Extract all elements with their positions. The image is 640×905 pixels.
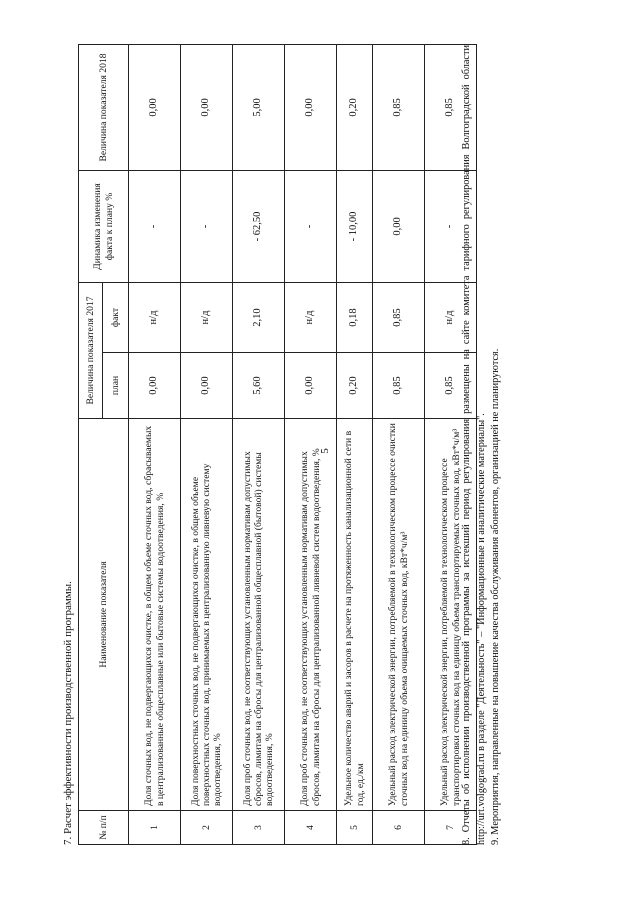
row-fact: 0,85 <box>373 282 425 352</box>
row-index: 6 <box>373 811 425 845</box>
row-name: Доля проб сточных вод, не соответствующих установленным нормативам допустимых сбросов, лимитам на сбросы для централизованной общесплавной (бытовой) системы водоотведения, % <box>233 419 285 811</box>
col-2017-header: Величина показателя 2017 <box>79 282 103 418</box>
row-plan: 0,00 <box>181 353 233 419</box>
row-dynamics: - 62,50 <box>233 170 285 282</box>
col-dynamics-header: Динамика изменения факта к плану % <box>79 170 129 282</box>
row-2018: 0,00 <box>181 44 233 170</box>
row-fact: н/д <box>425 282 477 352</box>
row-name: Доля проб сточных вод, не соответствующих установленным нормативам допустимых сбросов, лимитам на сбросы для централизованной ливневой систем водоотведения, % <box>285 419 337 811</box>
row-plan: 0,00 <box>129 353 181 419</box>
row-name: Удельный расход электрической энергии, потребляемой в технологическом процессе транспортировки сточных вод на единицу объема транспортируемых сточных вод, кВт*ч/м³ <box>425 419 477 811</box>
col-index-header: № п/п <box>79 811 129 845</box>
col-fact-header: факт <box>103 282 129 352</box>
table-row <box>129 44 181 844</box>
table-row <box>337 44 373 844</box>
row-dynamics: - <box>129 170 181 282</box>
row-index: 4 <box>285 811 337 845</box>
row-2018: 0,20 <box>337 44 373 170</box>
col-plan-header: план <box>103 353 129 419</box>
row-name: Удельный расход электрической энергии, потребляемой в технологическом процессе очистки сточных вод на единицу объема очищаемых сточных вод, кВт*ч/м³ <box>373 419 425 811</box>
row-name: Доля сточных вод, не подвергающихся очистке, в общем объеме сточных вод, сбрасываемых в централизованные общесплавные или бытовые системы водоотведения, % <box>129 419 181 811</box>
row-dynamics: 0,00 <box>373 170 425 282</box>
row-plan: 0,85 <box>425 353 477 419</box>
row-plan: 0,85 <box>373 353 425 419</box>
row-dynamics: - 10,00 <box>337 170 373 282</box>
row-index: 2 <box>181 811 233 845</box>
row-2018: 0,85 <box>425 44 477 170</box>
row-dynamics: - <box>181 170 233 282</box>
row-index: 1 <box>129 811 181 845</box>
row-index: 7 <box>425 811 477 845</box>
note-reports: 8. Отчеты об исполнении производственной программы за истекший период регулирования размещены на сайте комитета тарифного регулирования Волгоградской области http://urt.volgograd.ru в разделе "Деятельность" – "Информационные и аналитические материалы". <box>461 45 487 845</box>
note-measures: 9. Мероприятия, направленные на повышение качества обслуживания абонентов, организацией не планируются. <box>490 348 502 845</box>
row-fact: 2,10 <box>233 282 285 352</box>
row-index: 5 <box>337 811 373 845</box>
table-row <box>233 44 285 844</box>
table-row <box>181 44 233 844</box>
row-plan: 5,60 <box>233 353 285 419</box>
row-index: 3 <box>233 811 285 845</box>
row-dynamics: - <box>285 170 337 282</box>
row-2018: 0,00 <box>129 44 181 170</box>
section-heading: 7. Расчет эффективности производственной программы. <box>62 581 74 845</box>
row-2018: 0,85 <box>373 44 425 170</box>
rotated-page-content <box>58 45 538 845</box>
row-2018: 0,00 <box>285 44 337 170</box>
efficiency-table <box>78 44 477 845</box>
row-fact: н/д <box>181 282 233 352</box>
row-fact: 0,18 <box>337 282 373 352</box>
row-2018: 5,00 <box>233 44 285 170</box>
row-fact: н/д <box>285 282 337 352</box>
table-row <box>285 44 337 844</box>
row-plan: 0,00 <box>285 353 337 419</box>
row-dynamics: - <box>425 170 477 282</box>
page-number: 5 <box>319 448 331 454</box>
notes <box>460 45 504 845</box>
table-row <box>373 44 425 844</box>
col-2018-header: Величина показателя 2018 <box>79 44 129 170</box>
row-fact: н/д <box>129 282 181 352</box>
col-name-header: Наименование показателя <box>79 419 129 811</box>
row-name: Удельное количество аварий и засоров в расчете на протяженность канализационной сети в год, ед./км <box>337 419 373 811</box>
row-plan: 0,20 <box>337 353 373 419</box>
row-name: Доля поверхностных сточных вод, не подвергающихся очистке, в общем объеме поверхностных сточных вод, принимаемых в централизованную ливневую систему водоотведения, % <box>181 419 233 811</box>
